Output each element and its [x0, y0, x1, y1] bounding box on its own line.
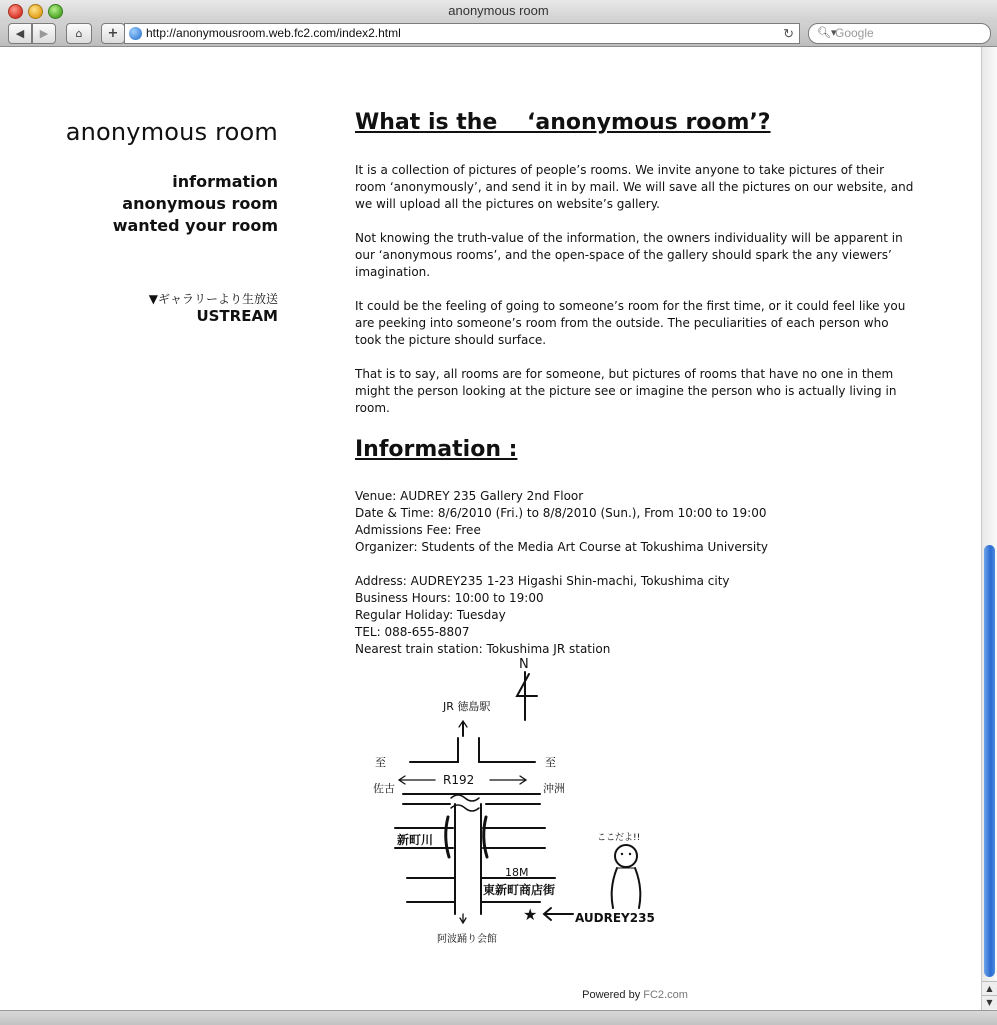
map-north-label: N — [519, 657, 529, 672]
map-right-dir-top: 至 — [545, 756, 556, 769]
info-station: Nearest train station: Tokushima JR station — [355, 642, 611, 656]
map-road-label: R192 — [443, 773, 475, 787]
add-bookmark-button[interactable] — [101, 23, 125, 44]
status-bar — [0, 1010, 997, 1025]
home-button[interactable] — [66, 23, 92, 44]
info-tel: TEL: 088-655-8807 — [355, 625, 470, 639]
site-title: anonymous room — [65, 118, 278, 146]
map-hall-label: 阿波踊り会館 — [437, 934, 497, 945]
vertical-scrollbar[interactable] — [981, 47, 997, 1010]
reload-icon[interactable]: ↻ — [783, 26, 794, 41]
address-bar[interactable] — [124, 23, 800, 44]
map-river-label: 新町川 — [397, 833, 434, 847]
map-speech-label: ここだよ!! — [597, 833, 641, 843]
home-icon: ⌂ — [75, 27, 83, 40]
map-star-icon: ★ — [523, 905, 538, 924]
ustream-link[interactable]: USTREAM — [196, 307, 278, 325]
info-address: Address: AUDREY235 1-23 Higashi Shin-machi, Tokushima city — [355, 574, 730, 588]
paragraph: That is to say, all rooms are for someone, but pictures of rooms that have no one in them might the person looking at the picture see or imagine the person who is actually living in room. — [355, 367, 897, 415]
info-hours: Business Hours: 10:00 to 19:00 — [355, 591, 544, 605]
browser-toolbar — [0, 22, 997, 47]
map-station-label: JR 徳島駅 — [443, 700, 491, 713]
back-arrow-icon: ◀ — [15, 27, 25, 40]
search-placeholder: Google — [835, 26, 874, 40]
heading-information: Information : — [355, 437, 518, 462]
map-right-dir-bottom: 沖洲 — [543, 782, 565, 795]
search-field[interactable] — [808, 23, 991, 44]
scroll-down-arrow-icon[interactable]: ▼ — [982, 995, 997, 1009]
window-title: anonymous room — [448, 3, 549, 18]
paragraph: Not knowing the truth-value of the information, the owners individuality will be apparent in our ‘anonymous rooms’, and the open-space of the gallery should spark the any viewers’ imagination. — [355, 231, 903, 279]
info-venue: Venue: AUDREY 235 Gallery 2nd Floor — [355, 489, 584, 503]
map-street-label: 東新町商店街 — [483, 883, 556, 897]
search-icon: 🔍︎▾ — [817, 27, 837, 39]
main-content — [355, 108, 917, 658]
nav-link-anonymous-room[interactable]: anonymous room — [122, 194, 278, 213]
fc2-link[interactable]: FC2.com — [643, 989, 688, 1001]
map-distance-label: 18M — [505, 866, 529, 879]
window-titlebar — [0, 0, 997, 23]
paragraph: It is a collection of pictures of people’s rooms. We invite anyone to take pictures of their room ‘anonymously’, and send it in by mail. We will save all the pictures on our website, and we will upload all the pictures on website’s gallery. — [355, 163, 914, 211]
url-text[interactable]: http://anonymousroom.web.fc2.com/index2.html — [146, 26, 401, 40]
plus-icon: + — [107, 26, 119, 41]
back-button[interactable] — [8, 23, 32, 44]
scrollbar-thumb[interactable] — [984, 545, 995, 977]
powered-prefix: Powered by — [582, 989, 644, 1001]
info-organizer: Organizer: Students of the Media Art Course at Tokushima University — [355, 540, 769, 554]
forward-arrow-icon: ▶ — [39, 27, 49, 40]
heading-what-is: What is the ‘anonymous room’? — [355, 110, 771, 135]
map-left-dir-top: 至 — [375, 756, 386, 769]
map-venue-label: AUDREY235 — [575, 911, 655, 925]
nav-link-information[interactable]: information — [172, 172, 278, 191]
forward-button[interactable] — [32, 23, 56, 44]
person-eye-right — [629, 853, 631, 855]
scroll-up-arrow-icon[interactable]: ▲ — [982, 981, 997, 995]
ustream-caption: ▼ギャラリーより生放送 — [148, 292, 278, 306]
info-holiday: Regular Holiday: Tuesday — [355, 608, 506, 622]
info-date-time: Date & Time: 8/6/2010 (Fri.) to 8/8/2010 (Sun.), From 10:00 to 19:00 — [355, 506, 767, 520]
powered-by — [0, 989, 997, 1001]
map-left-dir-bottom: 佐古 — [373, 782, 395, 795]
globe-icon — [129, 27, 142, 40]
sidebar-nav — [60, 171, 278, 237]
person-eye-left — [621, 853, 623, 855]
paragraph: It could be the feeling of going to someone’s room for the first time, or it could feel like you are peeking into someone’s room from the outside. The peculiarities of each person who took the picture should surface. — [355, 299, 906, 347]
hand-drawn-map — [355, 652, 675, 947]
info-fee: Admissions Fee: Free — [355, 523, 481, 537]
nav-link-wanted-your-room[interactable]: wanted your room — [112, 216, 278, 235]
